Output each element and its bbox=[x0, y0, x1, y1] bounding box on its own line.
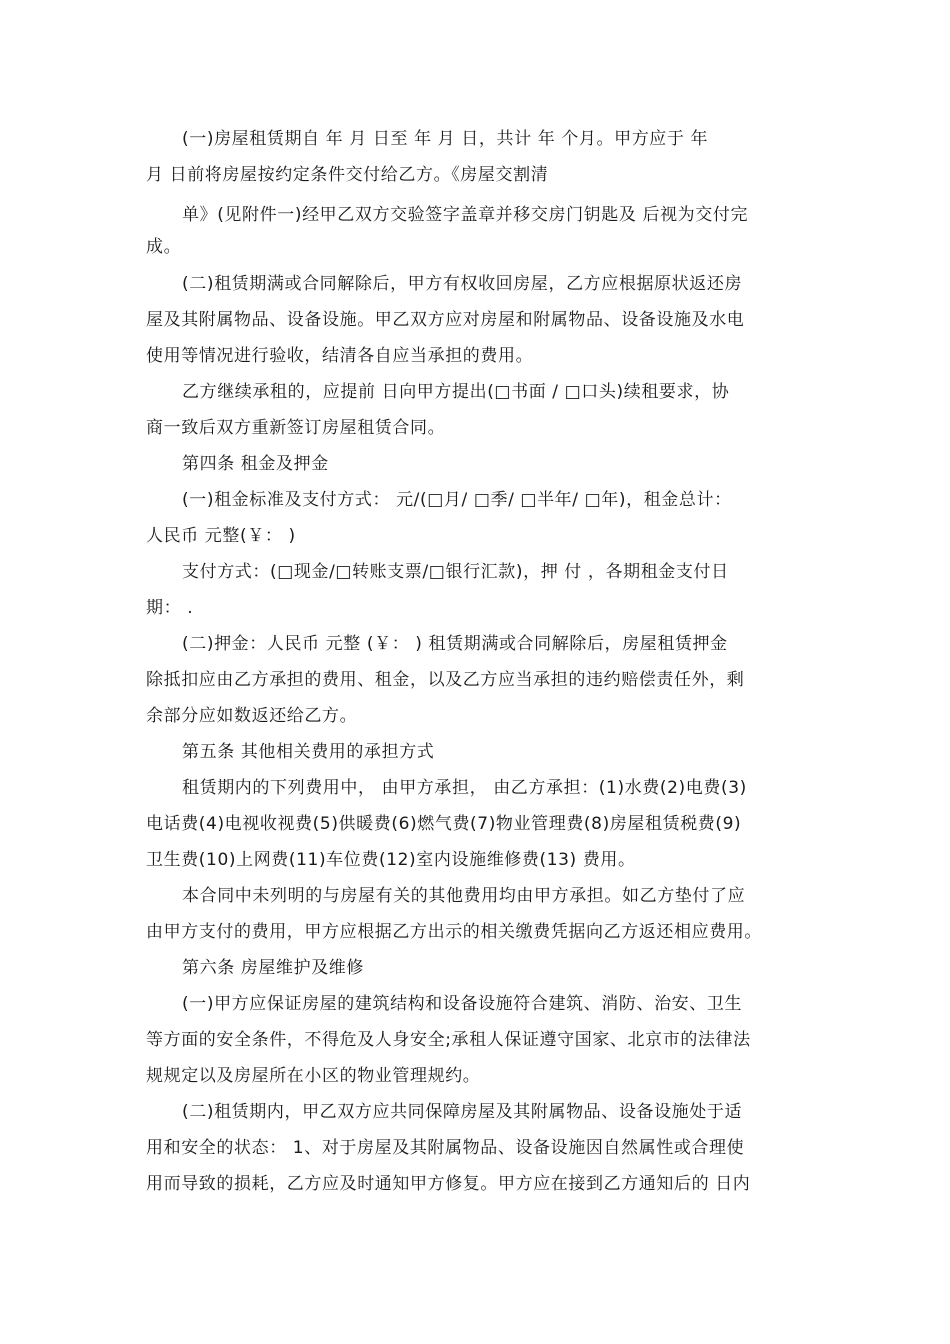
text-line: 使用等情况进行验收，结清各自应当承担的费用。 bbox=[146, 346, 534, 366]
text-line: 等方面的安全条件，不得危及人身安全;承租人保证遵守国家、北京市的法律法 bbox=[146, 1030, 751, 1050]
text-line: 成。 bbox=[146, 237, 182, 257]
text-line: 商一致后双方重新签订房屋租赁合同。 bbox=[146, 418, 446, 438]
text-line: 月 日前将房屋按约定条件交付给乙方。《房屋交割清 bbox=[146, 165, 549, 185]
text-line: 用而导致的损耗，乙方应及时通知甲方修复。甲方应在接到乙方通知后的 日内 bbox=[146, 1174, 751, 1194]
text-line: 人民币 元整(￥： ) bbox=[146, 526, 296, 546]
text-line: 规规定以及房屋所在小区的物业管理规约。 bbox=[146, 1066, 481, 1086]
text-line: 电话费(4)电视收视费(5)供暖费(6)燃气费(7)物业管理费(8)房屋租赁税费(9) bbox=[146, 814, 742, 834]
text-line: 用和安全的状态： 1、对于房屋及其附属物品、设备设施因自然属性或合理使 bbox=[146, 1138, 745, 1158]
text-line: (一)房屋租赁期自 年 月 日至 年 月 日，共计 年 个月。甲方应于 年 bbox=[182, 129, 709, 149]
section-heading: 第五条 其他相关费用的承担方式 bbox=[182, 742, 435, 762]
text-line: 乙方继续承租的，应提前 日向甲方提出(□书面 / □口头)续租要求，协 bbox=[182, 382, 730, 402]
text-line: (一)甲方应保证房屋的建筑结构和设备设施符合建筑、消防、治安、卫生 bbox=[182, 994, 743, 1014]
text-line: 屋及其附属物品、设备设施。甲乙双方应对房屋和附属物品、设备设施及水电 bbox=[146, 310, 745, 330]
text-line: 卫生费(10)上网费(11)车位费(12)室内设施维修费(13) 费用。 bbox=[146, 850, 636, 870]
text-line: 租赁期内的下列费用中， 由甲方承担， 由乙方承担：(1)水费(2)电费(3) bbox=[182, 778, 747, 798]
text-line: 支付方式：(□现金/□转账支票/□银行汇款)，押 付 ，各期租金支付日 bbox=[182, 562, 729, 582]
text-line: 由甲方支付的费用，甲方应根据乙方出示的相关缴费凭据向乙方返还相应费用。 bbox=[146, 922, 762, 942]
text-line: (二)租赁期内，甲乙双方应共同保障房屋及其附属物品、设备设施处于适 bbox=[182, 1102, 743, 1122]
text-line: 单》(见附件一)经甲乙双方交验签字盖章并移交房门钥匙及 后视为交付完 bbox=[182, 205, 749, 225]
text-line: 余部分应如数返还给乙方。 bbox=[146, 706, 358, 726]
text-line: 除抵扣应由乙方承担的费用、租金，以及乙方应当承担的违约赔偿责任外，剩 bbox=[146, 670, 745, 690]
text-line: (二)租赁期满或合同解除后，甲方有权收回房屋，乙方应根据原状返还房 bbox=[182, 274, 743, 294]
text-line: (二)押金：人民币 元整 (￥： ) 租赁期满或合同解除后，房屋租赁押金 bbox=[182, 634, 728, 654]
section-heading: 第四条 租金及押金 bbox=[182, 454, 329, 474]
section-heading: 第六条 房屋维护及维修 bbox=[182, 958, 365, 978]
text-line: 本合同中未列明的与房屋有关的其他费用均由甲方承担。如乙方垫付了应 bbox=[182, 886, 746, 906]
text-line: (一)租金标准及支付方式： 元/(□月/ □季/ □半年/ □年)，租金总计： bbox=[182, 490, 732, 510]
text-line: 期： . bbox=[146, 598, 194, 618]
